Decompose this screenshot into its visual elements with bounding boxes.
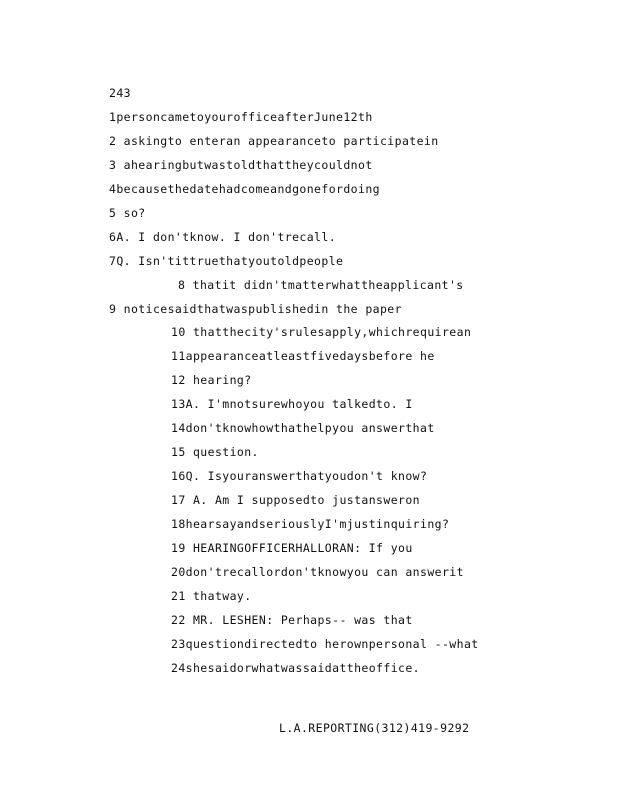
- transcript-line-21: 21 thatway.: [171, 589, 252, 603]
- transcript-line-11: 11appearanceatleastfivedaysbefore he: [171, 349, 435, 363]
- transcript-line-9: 9 noticesaidthatwaspublishedin the paper: [109, 302, 402, 316]
- transcript-line-3: 3 ahearingbutwastoldthattheycouldnot: [109, 158, 373, 172]
- transcript-line-2: 2 askingto enteran appearanceto participatein: [109, 134, 439, 148]
- transcript-line-4: 4becausethedatehadcomeandgonefordoing: [109, 182, 380, 196]
- reporting-footer: L.A.REPORTING(312)419-9292: [279, 721, 470, 735]
- transcript-line-6: 6A. I don'tknow. I don'trecall.: [109, 230, 337, 244]
- transcript-line-17: 17 A. Am I supposedto justansweron: [171, 493, 421, 507]
- transcript-line-23: 23questiondirectedto herownpersonal --what: [171, 637, 479, 651]
- transcript-line-10: 10 thatthecity'srulesapply,whichrequirean: [171, 325, 472, 339]
- transcript-line-8: 8 thatit didn'tmatterwhattheapplicant's: [178, 278, 464, 292]
- transcript-line-1: 1personcametoyourofficeafterJune12th: [109, 110, 373, 124]
- transcript-line-24: 24shesaidorwhatwassaidattheoffice.: [171, 661, 421, 675]
- page-number: 243: [109, 86, 131, 100]
- transcript-line-15: 15 question.: [171, 445, 259, 459]
- transcript-line-22: 22 MR. LESHEN: Perhaps-- was that: [171, 613, 413, 627]
- transcript-line-7: 7Q. Isn'tittruethatyoutoldpeople: [109, 254, 344, 268]
- transcript-line-16: 16Q. Isyouranswerthatyoudon't know?: [171, 469, 428, 483]
- transcript-line-12: 12 hearing?: [171, 373, 252, 387]
- transcript-line-19: 19 HEARINGOFFICERHALLORAN: If you: [171, 541, 413, 555]
- transcript-line-5: 5 so?: [109, 206, 146, 220]
- transcript-line-20: 20don'trecallordon'tknowyou can answerit: [171, 565, 464, 579]
- transcript-line-13: 13A. I'mnotsurewhoyou talkedto. I: [171, 397, 413, 411]
- transcript-line-14: 14don'tknowhowthathelpyou answerthat: [171, 421, 435, 435]
- transcript-line-18: 18hearsayandseriouslyI'mjustinquiring?: [171, 517, 450, 531]
